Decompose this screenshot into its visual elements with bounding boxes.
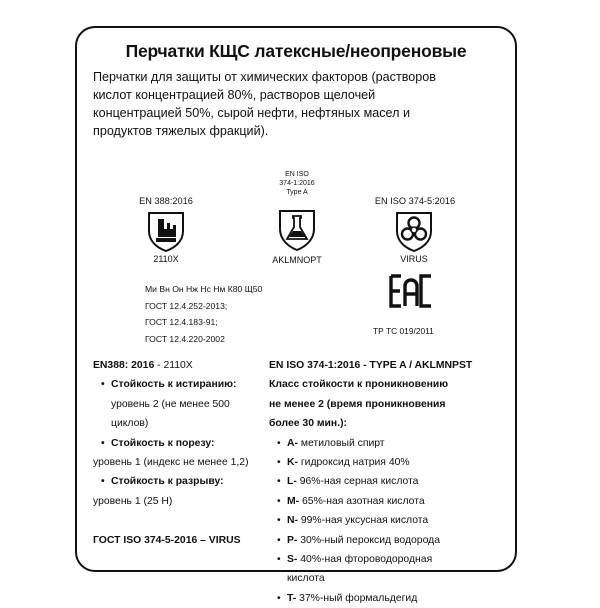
abrasion-label-text: Стойкость к истиранию: — [111, 379, 237, 391]
gost-line: ГОСТ 12.4.220-2002 — [145, 333, 225, 344]
hand-on-chemical-drop-shield-icon — [144, 209, 188, 253]
bullet-icon: • — [277, 437, 281, 449]
class-line: более 30 мин.): — [269, 418, 348, 430]
en388-header — [93, 356, 293, 375]
intro-line: Перчатки для защиты от химических факторов (растворов — [93, 70, 436, 84]
chemical-item — [269, 511, 509, 530]
en388-label: EN 388:2016 — [139, 196, 193, 206]
chemical-name-cont: кислота — [287, 573, 325, 585]
cut-value: уровень 1 (индекс не менее 1,2) — [93, 457, 249, 469]
cut-label — [93, 434, 293, 453]
chemical-item — [269, 550, 509, 569]
chemical-item — [269, 589, 509, 608]
en374-5-label: EN ISO 374-5:2016 — [374, 196, 456, 206]
chemical-code: P- — [287, 534, 298, 546]
intro-line: концентрацией 50%, сырой нефти, нефтяных масел и — [93, 106, 411, 120]
eac-mark-icon — [389, 274, 433, 308]
intro-line: кислот концентрацией 80%, растворов щелочей — [93, 88, 376, 102]
spacer — [93, 511, 293, 530]
chemical-item — [269, 453, 509, 472]
en374-1-label-line: EN ISO — [285, 171, 309, 178]
en388-code: 2110X — [153, 254, 179, 264]
en374-5-code: VIRUS — [400, 254, 428, 264]
bullet-icon: • — [101, 437, 105, 449]
gost-list — [145, 281, 262, 347]
right-column — [269, 356, 509, 608]
class-line: Класс стойкости к проникновению — [269, 379, 449, 391]
en374-1-label-line: Type A — [286, 189, 308, 196]
abrasion-label — [93, 375, 293, 394]
gost-line: Ми Вн Он Нж Нс Нм К80 Щ50 — [145, 284, 263, 294]
bullet-icon: • — [277, 534, 281, 546]
left-column — [93, 356, 293, 550]
en374-1-label-line: 374-1:2016 — [279, 180, 315, 187]
cut-label-text: Стойкость к порезу: — [111, 437, 215, 449]
bullet-icon: • — [101, 476, 105, 488]
bullet-icon: • — [277, 495, 281, 507]
chemical-item — [269, 531, 509, 550]
bullet-icon: • — [277, 515, 281, 527]
chemical-code: S- — [287, 554, 298, 566]
chemical-code: N- — [287, 515, 298, 527]
chemical-name: 40%-ная фтороводородная — [297, 554, 433, 566]
en374-1-code: AKLMNOPT — [272, 255, 322, 265]
en388-header-bold: EN388: 2016 — [93, 360, 155, 371]
intro-paragraph — [93, 68, 503, 140]
chemical-name: 96%-ная серная кислота — [296, 476, 419, 488]
product-card — [75, 26, 517, 604]
chemical-item — [269, 434, 509, 453]
page-title: Перчатки КЩС латексные/неопреновые — [125, 41, 467, 61]
eac-caption: ТР ТС 019/2011 — [373, 326, 434, 336]
chemical-name: 65%-ная азотная кислота — [299, 495, 425, 507]
en374-1-label — [267, 170, 327, 197]
bullet-icon: • — [277, 592, 281, 604]
en374-1-header: EN ISO 374-1:2016 - TYPE A / AKLMNPST — [269, 360, 473, 371]
chemical-code: K- — [287, 457, 298, 469]
biohazard-shield-icon — [392, 209, 436, 253]
chemical-name: 37%-ный формальдегид — [296, 592, 418, 604]
gost-line: ГОСТ 12.4.252-2013; — [145, 300, 228, 311]
chemical-code: M- — [287, 495, 300, 507]
tear-label-text: Стойкость к разрыву: — [111, 476, 224, 488]
chemical-name: гидроксид натрия 40% — [297, 457, 410, 469]
chemical-code: A- — [287, 437, 298, 449]
bullet-icon: • — [277, 554, 281, 566]
chemical-item — [269, 492, 509, 511]
tear-label — [93, 472, 293, 491]
chemical-code: L- — [287, 476, 297, 488]
abrasion-value-line: циклов) — [111, 418, 149, 430]
intro-line: продуктов тяжелых фракций). — [93, 124, 269, 138]
flask-shield-icon — [275, 207, 319, 253]
chemical-item — [269, 472, 509, 491]
chemical-code: T- — [287, 592, 297, 604]
virus-title: ГОСТ ISO 374-5-2016 – VIRUS — [93, 534, 241, 546]
en388-header-rest: - 2110X — [154, 360, 193, 371]
chemical-name: 99%-ная уксусная кислота — [297, 515, 429, 527]
bullet-icon: • — [277, 457, 281, 469]
gost-line: ГОСТ 12.4.183-91; — [145, 317, 218, 327]
abrasion-value-line: уровень 2 (не менее 500 — [111, 398, 230, 410]
bullet-icon: • — [277, 476, 281, 488]
bullet-icon: • — [101, 379, 105, 391]
tear-value: уровень 1 (25 Н) — [93, 495, 173, 507]
class-line: не менее 2 (время проникновения — [269, 398, 446, 410]
chemical-name: 30%-ный пероксид водорода — [297, 534, 440, 546]
chemical-name: метиловый спирт — [297, 437, 385, 449]
